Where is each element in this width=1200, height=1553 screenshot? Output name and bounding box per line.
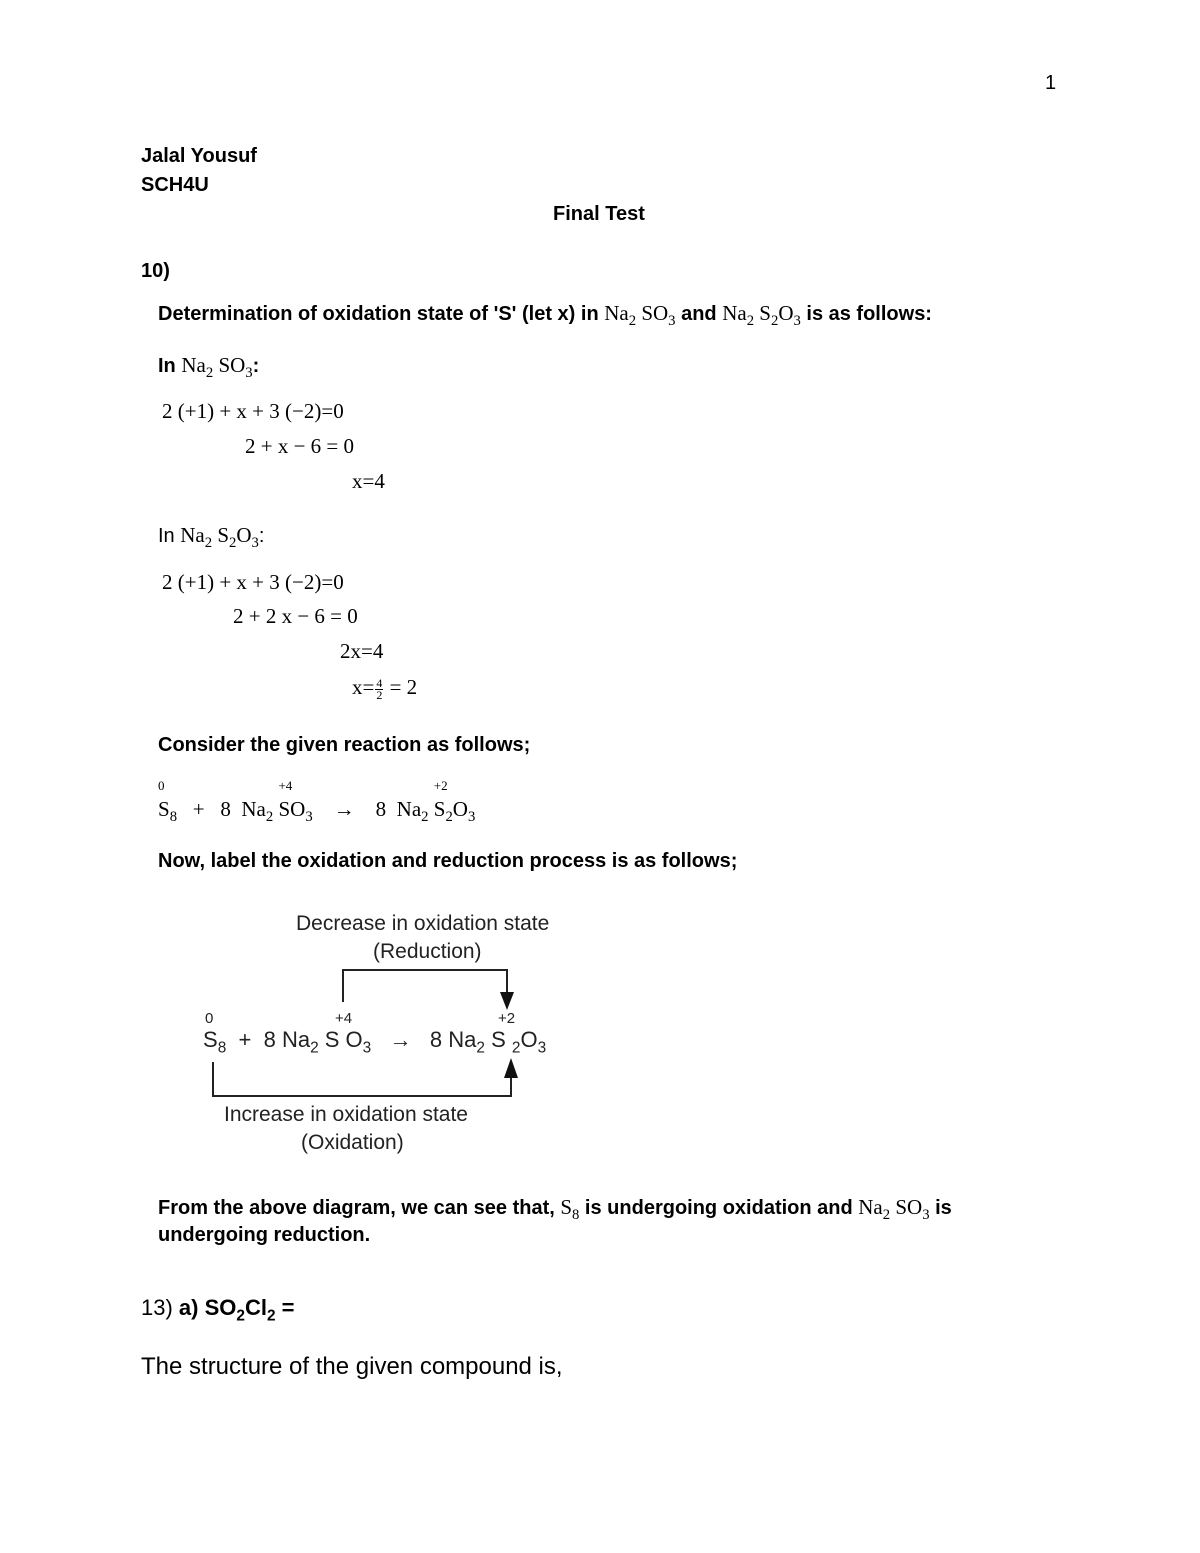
question-13-heading <box>141 1295 295 1325</box>
reaction-equation: 0 $S_8$ + 8 $Na_2$ +4 $SO_3$ → 8 $Na_2$ +2 $S_2O_3$ <box>158 778 476 826</box>
so3-label: In <box>158 355 182 377</box>
oxidation-arrowhead <box>504 1058 518 1078</box>
intro-text-1: Determination of oxidation state of 'S' (let x) in <box>158 303 605 325</box>
line4-prefix: x= <box>352 675 375 699</box>
reaction-arrow: → <box>333 797 355 821</box>
consider-reaction-text: Consider the given reaction as follows; <box>158 734 531 756</box>
oxidation-label-line-1: Increase in oxidation state <box>224 1103 468 1126</box>
diagram-ox-s8: 0 <box>205 1010 214 1027</box>
s2o3-label: In <box>158 525 181 547</box>
reaction-plus: + <box>192 797 205 821</box>
diagram-ox-s2o3: +2 <box>498 1010 516 1027</box>
diagram-arrow: → <box>389 1027 412 1052</box>
document-title: Final Test <box>553 203 645 225</box>
diagram-reaction: $S_8 + 8$ $Na_2$ S $O_3$ → 8 $Na_2$ S $_2O_3$ <box>203 1027 547 1057</box>
s2o3-formula: $Na_2$ $S_2O_3$ <box>180 523 259 552</box>
diagram-plus: + <box>238 1027 252 1052</box>
conclusion-text-1: From the above diagram, we can see that, <box>158 1197 561 1219</box>
ox-state-s2o3: +2 <box>433 778 448 793</box>
reaction-coef-1: 8 <box>220 797 231 821</box>
s2o3-equation-line-1: 2 (+1) + x + 3 (−2)=0 <box>162 570 344 594</box>
intro-text-3: is as follows: <box>800 303 932 325</box>
question-10-number: 10) <box>141 260 170 282</box>
diagram-ox-so3: +4 <box>335 1010 353 1027</box>
conclusion-text-2: is undergoing oxidation and <box>579 1197 859 1219</box>
oxidation-bracket <box>213 1062 511 1096</box>
page-number: 1 <box>1045 72 1057 94</box>
conclusion-line-1 <box>158 1195 952 1224</box>
so3-colon: : <box>252 355 260 377</box>
ox-state-s8: 0 <box>158 778 165 793</box>
diagram-coef-2: 8 <box>429 1027 443 1052</box>
intro-text-2: and <box>675 303 723 325</box>
author-name: Jalal Yousuf <box>141 145 257 167</box>
s2o3-equation-line-2: 2 + 2 x − 6 = 0 <box>233 604 358 628</box>
so3-equation-line-3: x=4 <box>352 469 385 493</box>
course-code: SCH4U <box>141 174 209 196</box>
label-process-text: Now, label the oxidation and reduction process is as follows; <box>158 850 738 872</box>
formula-sub-2a: 2 <box>236 1307 245 1325</box>
reduction-label-line-1: Decrease in oxidation state <box>296 912 550 935</box>
reaction-s2o3: +2 S <box>433 778 448 821</box>
reduction-arrowhead <box>500 992 514 1010</box>
line4-suffix: = 2 <box>384 675 418 699</box>
conclusion-na2so3: $Na_2$ $SO_3$ <box>858 1195 930 1224</box>
so3-equation-line-1: 2 (+1) + x + 3 (−2)=0 <box>162 399 344 423</box>
conclusion-s8: $S_8$ <box>560 1195 580 1224</box>
so3-equation-line-2: 2 + x − 6 = 0 <box>245 434 355 458</box>
formula-na2s2o3: $Na_2$ $S_2O_3$ <box>722 301 801 330</box>
s2o3-equation-line-3: 2x=4 <box>340 639 384 663</box>
reduction-bracket <box>343 970 507 1002</box>
s2o3-colon: : <box>258 525 265 547</box>
structure-text: The structure of the given compound is, <box>141 1353 563 1380</box>
conclusion-text-3: is <box>929 1197 952 1219</box>
formula-na2so3: $Na_2$ $SO_3$ <box>604 301 676 330</box>
question-13-cl: Cl <box>244 1295 267 1320</box>
so3-formula: $Na_2$ $SO_3$ <box>181 353 253 382</box>
formula-sub-2b: 2 <box>266 1307 276 1325</box>
question-13-part: a) SO <box>172 1295 237 1320</box>
conclusion-line-2: undergoing reduction. <box>158 1224 371 1246</box>
ox-state-so3: +4 <box>278 778 293 793</box>
fraction-numerator: 4 <box>376 675 383 690</box>
question-13-number: 13) <box>141 1295 173 1320</box>
reaction-s8: 0 $S_8$ <box>158 778 178 826</box>
diagram-coef-1: 8 <box>263 1027 276 1052</box>
oxidation-label-line-2: (Oxidation) <box>301 1131 404 1154</box>
fraction-denominator: 2 <box>376 687 383 702</box>
reaction-so3: +4 S <box>278 778 293 821</box>
reaction-coef-2: 8 <box>375 797 387 821</box>
reduction-label-line-2: (Reduction) <box>373 940 482 963</box>
question-13-eq: = <box>275 1295 295 1320</box>
